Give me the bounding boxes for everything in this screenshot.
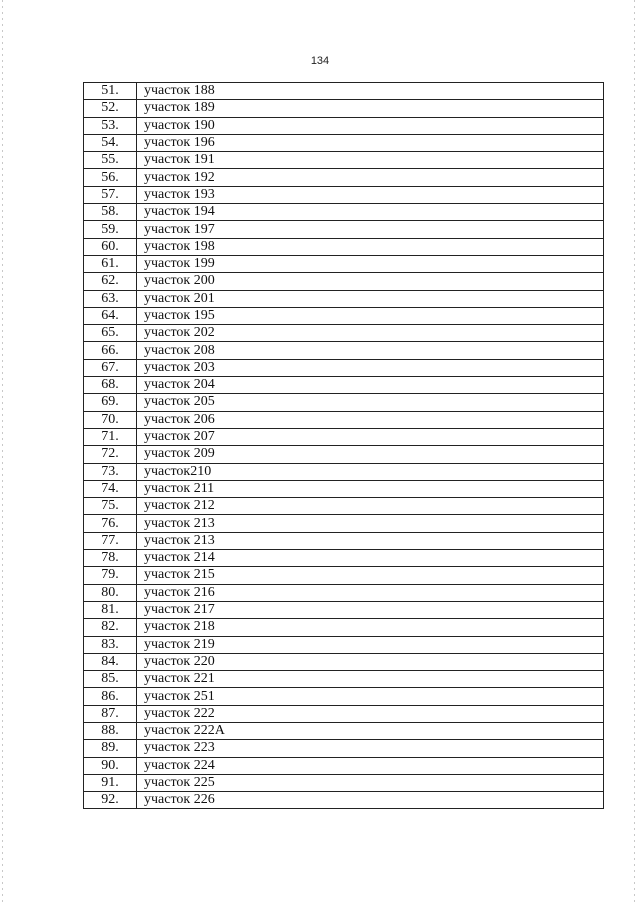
plot-name: участок 213: [137, 515, 604, 532]
row-number: 67.: [84, 359, 137, 376]
plot-name: участок 224: [137, 757, 604, 774]
table-row: [84, 359, 604, 376]
row-number: 53.: [84, 117, 137, 134]
plot-name: участок 217: [137, 601, 604, 618]
plot-name: участок 209: [137, 446, 604, 463]
plot-name: участок 207: [137, 428, 604, 445]
row-number: 59.: [84, 221, 137, 238]
row-number: 55.: [84, 152, 137, 169]
table-row: [84, 671, 604, 688]
plot-name: участок 226: [137, 792, 604, 809]
row-number: 58.: [84, 204, 137, 221]
table-row: [84, 342, 604, 359]
plot-name: участок 188: [137, 83, 604, 100]
plot-name: участок 205: [137, 394, 604, 411]
row-number: 81.: [84, 601, 137, 618]
table-row: [84, 532, 604, 549]
plot-name: участок 195: [137, 307, 604, 324]
table-row: [84, 601, 604, 618]
scan-edge-right: [634, 0, 635, 905]
table-row: [84, 619, 604, 636]
table-row: [84, 238, 604, 255]
row-number: 75.: [84, 498, 137, 515]
row-number: 62.: [84, 273, 137, 290]
page-number: 134: [310, 55, 330, 67]
plot-name: участок 220: [137, 653, 604, 670]
plot-name: участок 197: [137, 221, 604, 238]
plot-name: участок 193: [137, 186, 604, 203]
row-number: 82.: [84, 619, 137, 636]
plot-name: участок 199: [137, 255, 604, 272]
table-row: [84, 463, 604, 480]
table-row: [84, 394, 604, 411]
table-row: [84, 792, 604, 809]
row-number: 66.: [84, 342, 137, 359]
table-row: [84, 100, 604, 117]
row-number: 90.: [84, 757, 137, 774]
plot-name: участок 221: [137, 671, 604, 688]
row-number: 77.: [84, 532, 137, 549]
plot-name: участок 200: [137, 273, 604, 290]
table-row: [84, 653, 604, 670]
row-number: 73.: [84, 463, 137, 480]
row-number: 68.: [84, 377, 137, 394]
row-number: 85.: [84, 671, 137, 688]
plot-name: участок 212: [137, 498, 604, 515]
plot-name: участок 214: [137, 550, 604, 567]
table-row: [84, 411, 604, 428]
table-row: [84, 774, 604, 791]
table-row: [84, 83, 604, 100]
table-row: [84, 117, 604, 134]
plot-name: участок 218: [137, 619, 604, 636]
plot-name: участок 201: [137, 290, 604, 307]
row-number: 60.: [84, 238, 137, 255]
row-number: 91.: [84, 774, 137, 791]
table-row: [84, 186, 604, 203]
row-number: 84.: [84, 653, 137, 670]
table-row: [84, 152, 604, 169]
plot-name: участок 202: [137, 325, 604, 342]
plot-name: участок 222А: [137, 722, 604, 739]
row-number: 71.: [84, 428, 137, 445]
table-row: [84, 705, 604, 722]
row-number: 69.: [84, 394, 137, 411]
row-number: 74.: [84, 480, 137, 497]
row-number: 70.: [84, 411, 137, 428]
table-row: [84, 428, 604, 445]
row-number: 78.: [84, 550, 137, 567]
table-row: [84, 757, 604, 774]
plot-name: участок 211: [137, 480, 604, 497]
plot-name: участок 204: [137, 377, 604, 394]
table-row: [84, 636, 604, 653]
table-row: [84, 307, 604, 324]
row-number: 80.: [84, 584, 137, 601]
table-row: [84, 567, 604, 584]
plot-name: участок 196: [137, 134, 604, 151]
table-row: [84, 446, 604, 463]
table-row: [84, 169, 604, 186]
scan-edge-left: [2, 0, 3, 905]
table-row: [84, 515, 604, 532]
plot-name: участок 203: [137, 359, 604, 376]
plots-table: [83, 82, 604, 809]
table-row: [84, 325, 604, 342]
row-number: 61.: [84, 255, 137, 272]
row-number: 83.: [84, 636, 137, 653]
plot-name: участок 222: [137, 705, 604, 722]
plot-name: участок 191: [137, 152, 604, 169]
row-number: 79.: [84, 567, 137, 584]
plot-name: участок210: [137, 463, 604, 480]
plot-name: участок 189: [137, 100, 604, 117]
table-row: [84, 722, 604, 739]
table-row: [84, 584, 604, 601]
plot-name: участок 223: [137, 740, 604, 757]
plot-name: участок 219: [137, 636, 604, 653]
row-number: 54.: [84, 134, 137, 151]
row-number: 88.: [84, 722, 137, 739]
plot-name: участок 215: [137, 567, 604, 584]
row-number: 86.: [84, 688, 137, 705]
table-row: [84, 740, 604, 757]
plot-name: участок 192: [137, 169, 604, 186]
row-number: 89.: [84, 740, 137, 757]
row-number: 64.: [84, 307, 137, 324]
plot-name: участок 190: [137, 117, 604, 134]
row-number: 76.: [84, 515, 137, 532]
table-row: [84, 498, 604, 515]
row-number: 65.: [84, 325, 137, 342]
plot-name: участок 225: [137, 774, 604, 791]
plot-name: участок 198: [137, 238, 604, 255]
table-row: [84, 377, 604, 394]
row-number: 57.: [84, 186, 137, 203]
table-row: [84, 480, 604, 497]
row-number: 56.: [84, 169, 137, 186]
row-number: 51.: [84, 83, 137, 100]
row-number: 87.: [84, 705, 137, 722]
table-row: [84, 273, 604, 290]
plot-name: участок 206: [137, 411, 604, 428]
table-row: [84, 134, 604, 151]
plot-name: участок 213: [137, 532, 604, 549]
row-number: 92.: [84, 792, 137, 809]
plots-table-body: [84, 83, 604, 809]
table-row: [84, 688, 604, 705]
plot-name: участок 216: [137, 584, 604, 601]
table-row: [84, 221, 604, 238]
plot-name: участок 194: [137, 204, 604, 221]
row-number: 72.: [84, 446, 137, 463]
plot-name: участок 251: [137, 688, 604, 705]
table-row: [84, 290, 604, 307]
row-number: 52.: [84, 100, 137, 117]
row-number: 63.: [84, 290, 137, 307]
table-row: [84, 550, 604, 567]
table-row: [84, 255, 604, 272]
table-row: [84, 204, 604, 221]
plot-name: участок 208: [137, 342, 604, 359]
